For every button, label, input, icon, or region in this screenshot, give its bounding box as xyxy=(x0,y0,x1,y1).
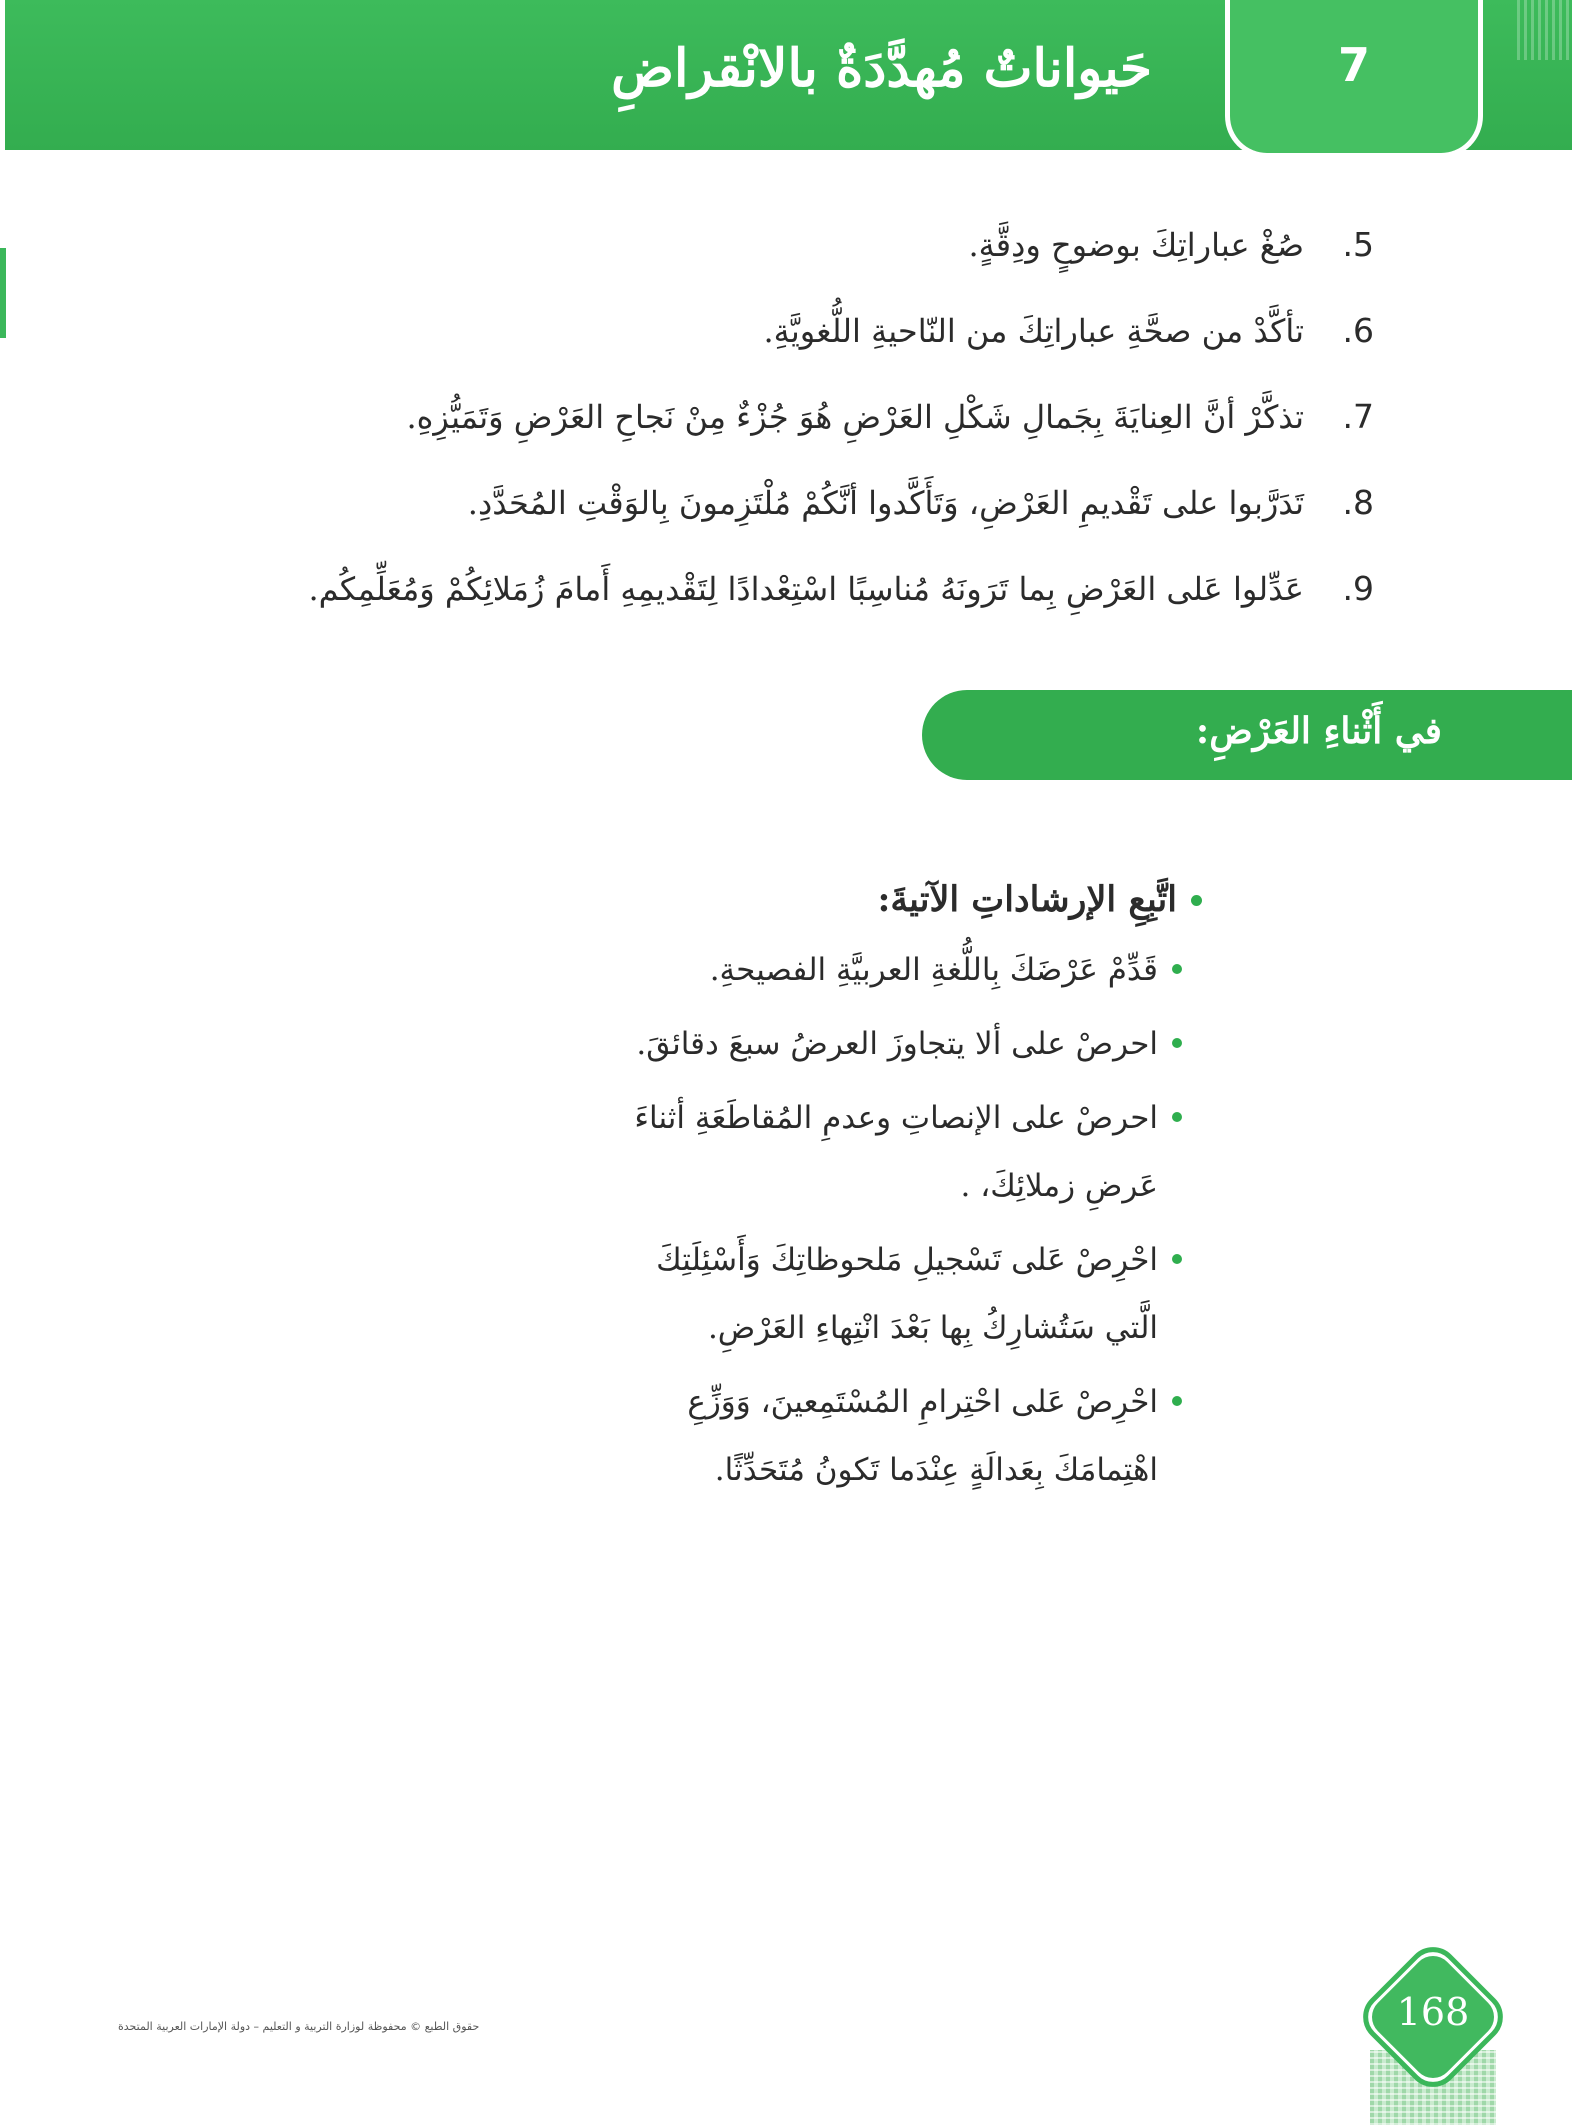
bullet-icon xyxy=(1172,1254,1182,1264)
list-item xyxy=(274,311,1374,397)
item-number: 6. xyxy=(1342,311,1374,350)
bullet-icon xyxy=(1172,1396,1182,1406)
list-item xyxy=(274,397,1374,483)
instructions-block xyxy=(442,872,1202,1510)
item-text: صُغْ عباراتِكَ بوضوحٍ ودِقَّةٍ. xyxy=(968,226,1304,264)
item-text: تَدَرَّبوا على تَقْديمِ العَرْضِ، وَتَأَكَّدوا أنَّكُمْ مُلْتَزِمونَ بِالوَقْتِ المُحَدَّدِ. xyxy=(467,484,1304,522)
instructions-lead xyxy=(442,872,1202,928)
item-number: 5. xyxy=(1342,225,1374,264)
bullet-icon xyxy=(1172,1038,1182,1048)
list-item xyxy=(274,225,1374,311)
lead-text: اتَّبِعِ الإرشاداتِ الآتيةَ: xyxy=(877,879,1177,920)
bullet-icon xyxy=(1172,1112,1182,1122)
bullet-icon xyxy=(1191,895,1202,906)
steps-list xyxy=(274,225,1374,655)
page-number: 168 xyxy=(1396,1990,1470,2034)
chapter-tab xyxy=(1225,0,1483,158)
item-number: 9. xyxy=(1342,569,1374,608)
item-text: احرصْ على ألا يتجاوزَ العرضُ سبعَ دقائقَ. xyxy=(636,1026,1158,1062)
item-text: تذكَّرْ أنَّ العِنايَةَ بِجَمالِ شَكْلِ العَرْضِ هُوَ جُزْءٌ مِنْ نَجاحِ العَرْضِ وَتَمَيُّزِهِ. xyxy=(406,398,1304,436)
item-number: 8. xyxy=(1342,483,1374,522)
list-item xyxy=(442,1368,1182,1504)
list-item xyxy=(274,569,1374,655)
item-text: قَدِّمْ عَرْضَكَ بِاللُّغةِ العربيَّةِ الفصيحةِ. xyxy=(709,952,1158,988)
copyright-notice: حقوق الطبع © محفوظة لوزارة التربية و التعليم – دولة الإمارات العربية المتحدة xyxy=(118,2020,480,2033)
chapter-title: حَيواناتٌ مُهدَّدَةٌ بالانْقراضِ xyxy=(611,38,1152,99)
chapter-number: 7 xyxy=(1337,38,1370,92)
bullet-icon xyxy=(1172,964,1182,974)
item-text: تأكَّدْ من صحَّةِ عباراتِكَ من النّاحيةِ اللُّغويَّةِ. xyxy=(763,312,1304,350)
section-banner xyxy=(922,690,1572,780)
list-item xyxy=(274,483,1374,569)
instructions-list xyxy=(442,936,1202,1504)
item-number: 7. xyxy=(1342,397,1374,436)
header-texture xyxy=(1517,0,1572,60)
item-text: احْرِصْ عَلى احْتِرامِ المُسْتَمِعينَ، وَوَزِّعِ اهْتِمامَكَ بِعَدالَةٍ عِنْدَما تَكونُ مُتَحَدِّثًا. xyxy=(687,1384,1158,1488)
list-item xyxy=(442,1226,1182,1362)
list-item xyxy=(442,1084,1182,1220)
edge-marker xyxy=(0,248,6,338)
item-text: عَدِّلوا عَلى العَرْضِ بِما تَرَونَهُ مُناسِبًا اسْتِعْدادًا لِتَقْديمِهِ أَمامَ زُمَلائِكُمْ وَمُعَلِّمِكُم. xyxy=(308,570,1304,608)
item-text: احْرِصْ عَلى تَسْجيلِ مَلحوظاتِكَ وَأَسْئِلَتِكَ الَّتي سَتُشارِكُ بِها بَعْدَ انْتِهاءِ العَرْضِ. xyxy=(656,1242,1158,1346)
list-item xyxy=(442,1010,1182,1078)
section-title: في أَثْناءِ العَرْضِ: xyxy=(1195,710,1442,752)
item-text: احرصْ على الإنصاتِ وعدمِ المُقاطَعَةِ أثناءَ عَرضِ زملائِكَ، . xyxy=(634,1100,1158,1204)
list-item xyxy=(442,936,1182,1004)
